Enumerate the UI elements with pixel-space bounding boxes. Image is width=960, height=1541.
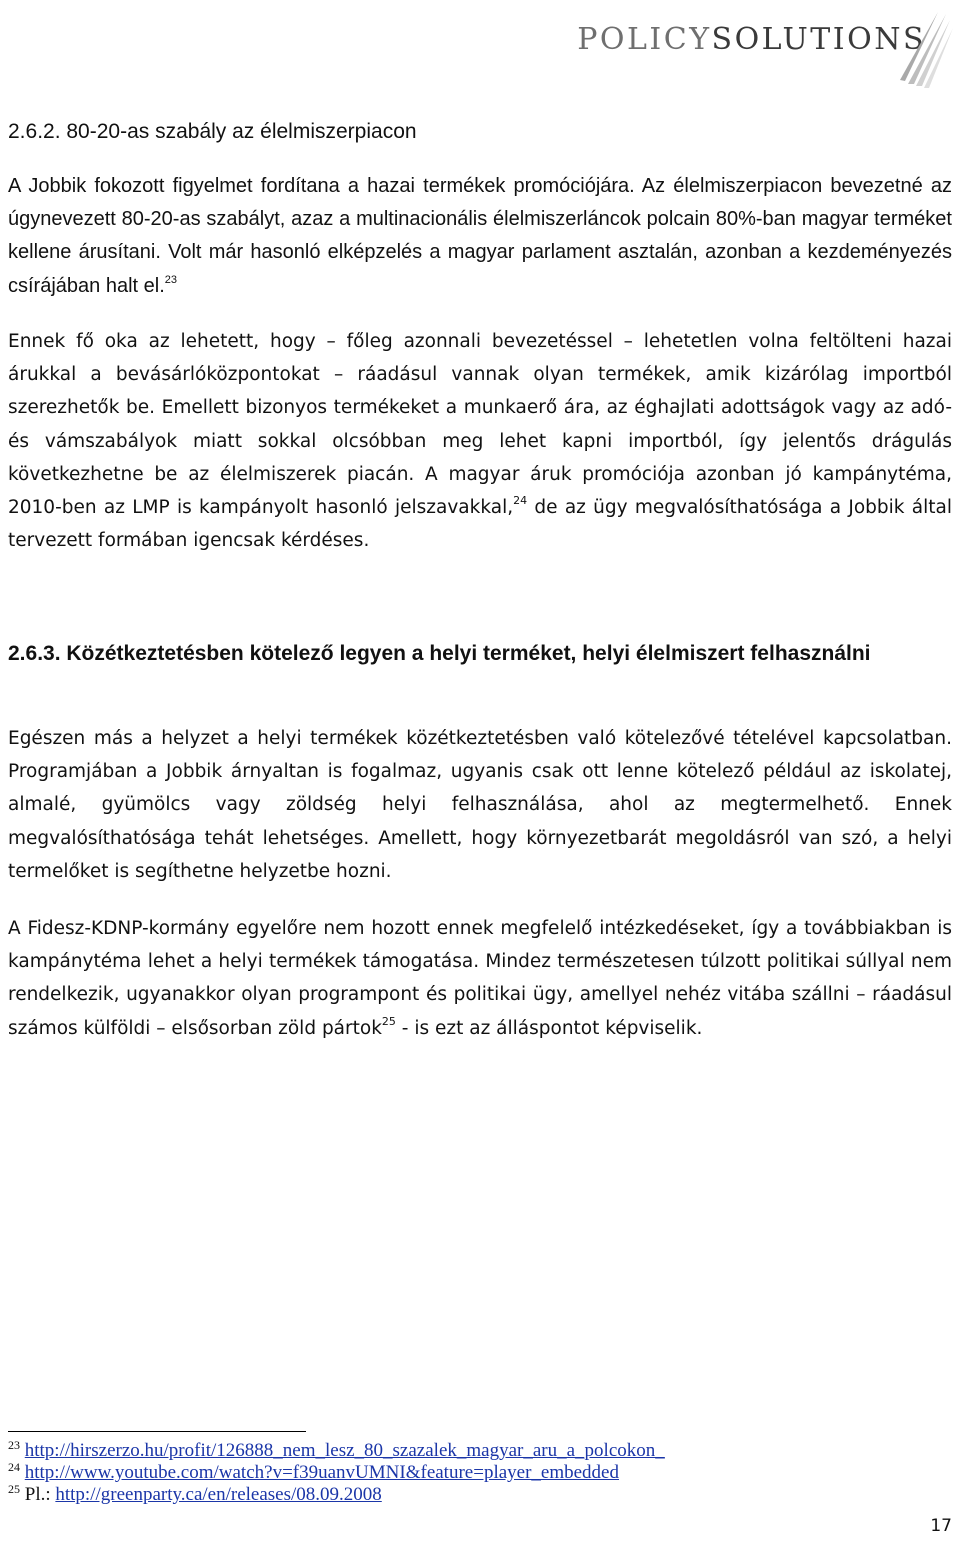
footnote-25: $^{25}$ Pl.: http://greenparty.ca/en/releases/08.09.2008 <box>8 1482 382 1505</box>
paragraph-jobbik-promotion: A Jobbik fokozott figyelmet fordítana a hazai termékek promóciójára. Az élelmiszerpiacon bevezetné az úgynevezett 80-20-as szabályt, azaz a multinacionális élelmiszerláncok polcain 80%-ban magyar terméket kellene árusítani. Volt már hasonló elképzelés a magyar parlament asztalán, azonban a kezdeményezés csírájában halt el.$^{23}$ <box>8 175 952 297</box>
section-heading-80-20: 2.6.2. 80-20-as szabály az élelmiszerpiacon <box>8 120 417 143</box>
footnote-ref-25[interactable]: 25 <box>381 1014 396 1028</box>
footnote-ref-23[interactable]: 23 <box>164 273 178 286</box>
logo-wing-icon <box>886 10 956 90</box>
page-number: 17 <box>930 1516 952 1536</box>
footnotes <box>8 1440 908 1506</box>
footnote-link-25[interactable]: http://greenparty.ca/en/releases/08.09.2008 <box>55 1484 382 1505</box>
footnote-24: $^{24}$ http://www.youtube.com/watch?v=f39uanvUMNI&feature=player_embedded <box>8 1460 619 1483</box>
footnote-link-24[interactable]: http://www.youtube.com/watch?v=f39uanvUMNI&feature=player_embedded <box>24 1462 619 1483</box>
footnote-separator <box>8 1431 306 1432</box>
logo-wordmark: POLICYSOLUTIONS <box>577 22 926 57</box>
policysolutions-logo <box>576 10 956 90</box>
paragraph-local-products: Egészen más a helyzet a helyi termékek közétkeztetésben való kötelezővé tételével kapcsolatban. Programjában a Jobbik árnyaltan is fogalmaz, ugyanis csak ott lenne kötelező például az iskolatej, almalé, gyümölcs vagy zöldség helyi felhasználása, ahol az megtermelhető. Ennek megvalósíthatósága tehát lehetséges. Amellett, hogy környezetbarát megoldásról van szó, a helyi termelőket is segíthetne helyzetbe hozni. <box>8 728 952 882</box>
footnote-ref-24[interactable]: 24 <box>513 494 528 508</box>
section-heading-public-catering: 2.6.3. Közétkeztetésben kötelező legyen a helyi terméket, helyi élelmiszert felhasználni <box>8 642 871 665</box>
footnote-link-23[interactable]: http://hirszerzo.hu/profit/126888_nem_lesz_80_szazalek_magyar_aru_a_polcokon_ <box>24 1440 665 1461</box>
footnote-23: $^{23}$ http://hirszerzo.hu/profit/126888_nem_lesz_80_szazalek_magyar_aru_a_polcokon_ <box>8 1438 665 1461</box>
paragraph-fidesz-kdnp: A Fidesz-KDNP-kormány egyelőre nem hozott ennek megfelelő intézkedéseket, így a továbbiakban is kampánytéma lehet a helyi termékek támogatása. Mindez természetesen túlzott politikai súllyal nem rendelkezik, ugyanakkor olyan programpont és politikai ügy, amellyel nehéz vitába szállni – ráadásul számos külföldi – elsősorban zöld pártok$^{25}$ - is ezt az álláspontot képviselik. <box>8 918 952 1039</box>
paragraph-main-reason: Ennek fő oka az lehetett, hogy – főleg azonnali bevezetéssel – lehetetlen volna feltölteni hazai árukkal a bevásárlóközpontokat – ráadásul vannak olyan termékek, amik kizárólag importból szerezhetők be. Emellett bizonyos termékeket a munkaerő ára, az éghajlati adottságok vagy az adó- és vámszabályok miatt sokkal olcsóbban meg lehet kapni importból, így jelentős drágulás következhetne be az élelmiszerek piacán. A magyar áruk promóciója azonban jó kampánytéma, 2010-ben az LMP is kampányolt hasonló jelszavakkal,$^{24}$ de az ügy megvalósíthatósága a Jobbik által tervezett formában igencsak kérdéses. <box>8 331 952 552</box>
